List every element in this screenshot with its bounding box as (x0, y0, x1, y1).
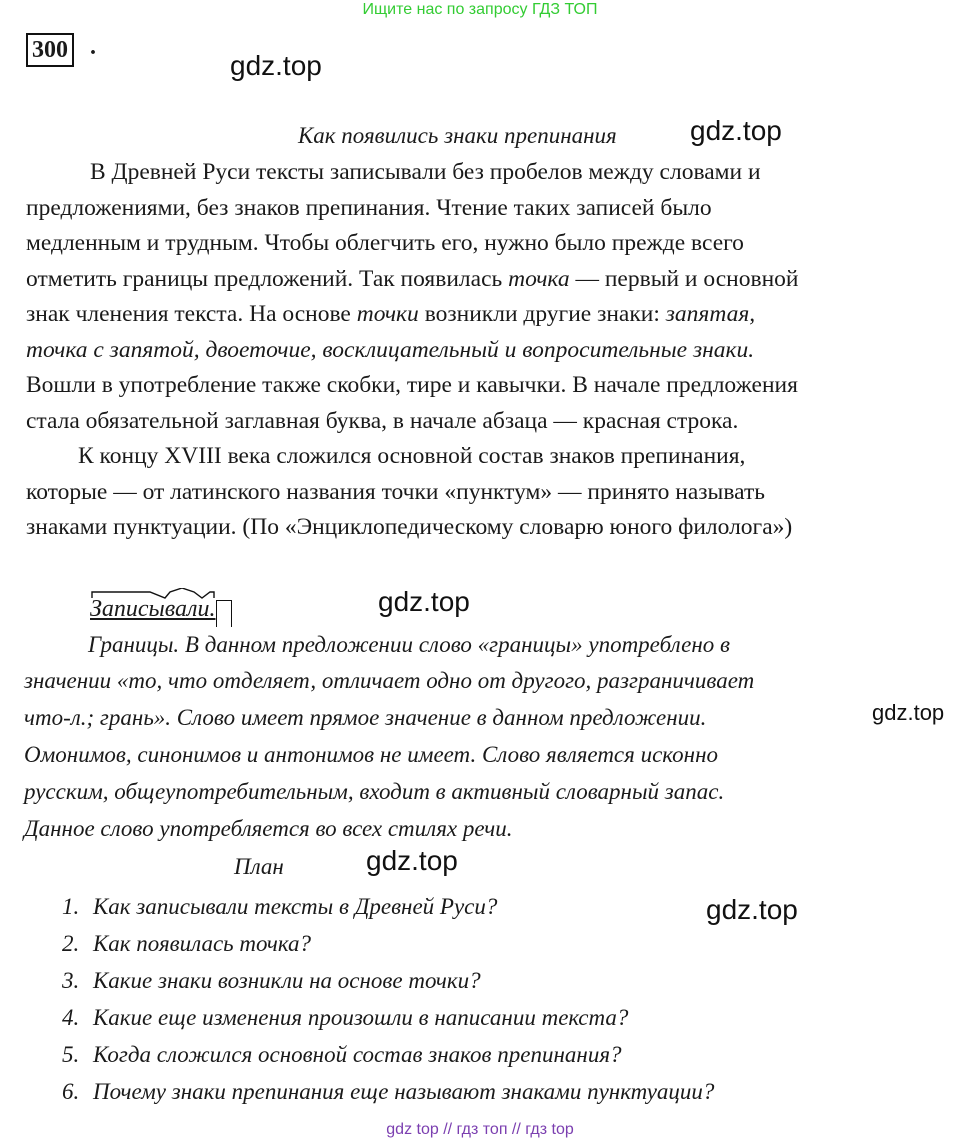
text-line: предложениями, без знаков препинания. Чтение таких записей было (26, 194, 712, 221)
plan-item-number: 2. (62, 931, 80, 956)
plan-heading: План (234, 854, 284, 879)
plan-item-number: 6. (62, 1079, 80, 1104)
plan-item (62, 931, 311, 957)
analysis-line: Границы. В данном предложении слово «границы» употреблено в (88, 632, 731, 657)
plan-item-number: 5. (62, 1042, 80, 1067)
text-line: которые — от латинского названия точки «пунктум» — принято называть (26, 478, 765, 505)
text-line: В Древней Руси тексты записывали без пробелов между словами и (90, 159, 761, 185)
analysis-line: русским, общеупотребительным, входит в активный словарный запас. (24, 779, 725, 804)
text-italic: точка с запятой, двоеточие, восклицательный и вопросительные знаки. (26, 336, 755, 363)
text-fragment: — первый и основной (569, 265, 799, 292)
analysis-line: что-л.; грань». Слово имеет прямое значение в данном предложении. (24, 705, 707, 730)
plan-item (62, 1079, 714, 1105)
text-line (26, 297, 755, 333)
watermark: gdz.top (706, 894, 798, 925)
text-italic: запятая, (665, 301, 756, 327)
plan-item-text: Какие еще изменения произошли в написании текста? (93, 1005, 629, 1030)
text-line: стала обязательной заглавная буква, в начале абзаца — красная строка. (26, 407, 739, 434)
word-analysis (24, 632, 924, 862)
watermark: gdz.top (872, 700, 945, 725)
exercise-number: 300 (26, 33, 74, 67)
text-italic: точка (508, 265, 570, 292)
text-line: медленным и трудным. Чтобы облегчить его, нужно было прежде всего (26, 230, 744, 256)
plan-item (62, 1005, 628, 1031)
morpheme-arc-icon (90, 588, 235, 600)
text-fragment: знак членения текста. На основе (26, 301, 357, 327)
watermark: gdz.top (366, 845, 458, 876)
exercise-number-dot: . (90, 34, 96, 60)
plan-item-text: Как записывали тексты в Древней Руси? (93, 894, 498, 919)
text-italic: точки (356, 301, 419, 327)
text-line (26, 262, 798, 298)
plan-item (62, 1042, 622, 1068)
text-line: Вошли в употребление также скобки, тире и кавычки. В начале предложения (26, 372, 798, 398)
plan-item-text: Какие знаки возникли на основе точки? (93, 968, 481, 993)
word-parse-text: Записывали. (90, 596, 216, 622)
word-parse (90, 596, 216, 623)
plan-item-text: Как появилась точка? (93, 931, 312, 956)
footer-watermark: gdz top // гдз топ // гдз top (386, 1121, 574, 1138)
plan-item (62, 894, 497, 920)
main-text (26, 155, 946, 555)
plan-item-number: 3. (62, 968, 80, 993)
watermark: gdz.top (690, 115, 782, 146)
plan-item-number: 4. (62, 1005, 80, 1030)
text-line (26, 333, 754, 369)
plan-item (62, 968, 481, 994)
text-title: Как появились знаки препинания (298, 123, 617, 148)
plan-item-text: Почему знаки препинания еще называют знаками пунктуации? (93, 1079, 715, 1104)
analysis-line: Омонимов, синонимов и антонимов не имеет. Слово является исконно (24, 742, 718, 767)
text-fragment: возникли другие знаки: (418, 301, 666, 327)
text-line: К концу XVIII века сложился основной состав знаков препинания, (78, 443, 746, 469)
analysis-line: Данное слово употребляется во всех стилях речи. (24, 816, 513, 841)
top-banner: Ищите нас по запросу ГДЗ ТОП (362, 1, 598, 18)
plan-item-number: 1. (62, 894, 80, 919)
analysis-line: значении «то, что отделяет, отличает одно от другого, разграничивает (24, 668, 755, 693)
ending-box-icon (216, 600, 232, 627)
watermark: gdz.top (378, 586, 470, 617)
watermark: gdz.top (230, 50, 322, 81)
plan-item-text: Когда сложился основной состав знаков препинания? (93, 1042, 622, 1067)
text-line: знаками пунктуации. (По «Энциклопедическому словарю юного филолога») (26, 514, 793, 540)
text-fragment: отметить границы предложений. Так появилась (26, 265, 509, 292)
